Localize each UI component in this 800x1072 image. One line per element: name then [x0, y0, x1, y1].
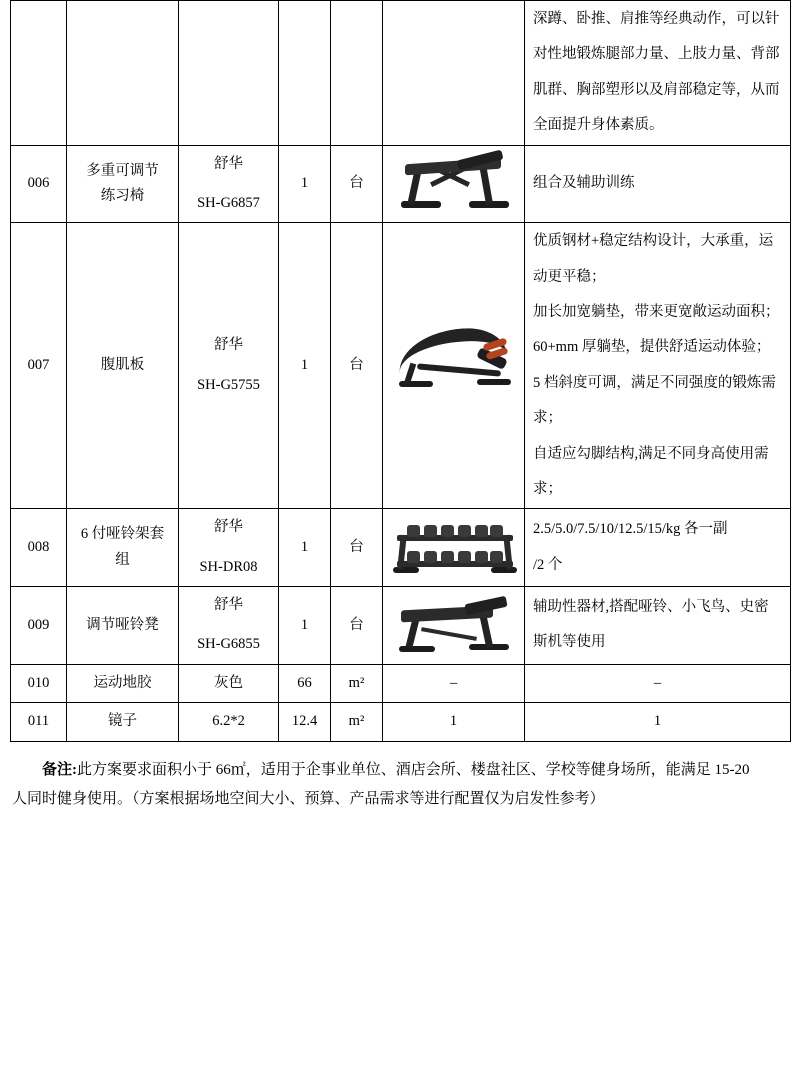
cell-brand-line1: 舒华 — [214, 337, 243, 354]
desc-line: 肌群、胸部塑形以及肩部稳定等，从而 — [533, 81, 780, 98]
cell-no — [11, 1, 67, 146]
cell-image — [383, 587, 525, 665]
desc-line: 动更平稳； — [533, 268, 606, 285]
cell-brand-line1: 舒华 — [214, 597, 243, 613]
cell-no: 007 — [11, 223, 67, 509]
cell-name: 运动地胶 — [67, 664, 179, 702]
cell-brand — [179, 223, 279, 509]
desc-line: 深蹲、卧推、肩推等经典动作，可以针 — [533, 11, 780, 27]
cell-no: 010 — [11, 664, 67, 702]
cell-name — [67, 1, 179, 146]
cell-qty: 1 — [279, 509, 331, 587]
cell-qty: 12.4 — [279, 703, 331, 741]
cell-brand-line2: SH-G6855 — [197, 636, 260, 653]
table-row — [11, 1, 791, 146]
cell-name-line1: 6 付哑铃架套 — [80, 526, 165, 543]
cell-no: 011 — [11, 703, 67, 741]
desc-line: /2 个 — [533, 556, 563, 573]
table-row — [11, 587, 791, 665]
desc-line: 辅助性器材,搭配哑铃、小飞鸟、史密 — [533, 599, 769, 615]
cell-qty: 1 — [279, 145, 331, 223]
cell-unit: 台 — [331, 509, 383, 587]
cell-brand-line2: SH-G6857 — [197, 194, 260, 211]
cell-qty: 66 — [279, 664, 331, 702]
adjustable-utility-bench-image — [391, 153, 519, 215]
cell-image: – — [383, 664, 525, 702]
desc-line: 60+mm 厚躺垫，提供舒适运动体验； — [533, 339, 771, 356]
cell-name — [67, 145, 179, 223]
cell-desc — [525, 1, 791, 146]
table-row — [11, 664, 791, 702]
cell-brand — [179, 145, 279, 223]
desc-line: 加长加宽躺垫，带来更宽敞运动面积； — [533, 304, 780, 320]
desc-line: 对性地锻炼腿部力量、上肢力量、背部 — [533, 46, 780, 63]
desc-line: 优质钢材+稳定结构设计，大承重，运 — [533, 233, 774, 250]
cell-name-line2: 练习椅 — [100, 187, 145, 204]
cell-unit: 台 — [331, 223, 383, 509]
cell-name: 腹肌板 — [67, 223, 179, 509]
cell-brand-line1: 舒华 — [214, 519, 243, 536]
desc-line: 斯机等使用 — [533, 634, 606, 651]
dumbbell-rack-image — [391, 517, 519, 579]
note-text-line2: 人同时健身使用。（方案根据场地空间大小、预算、产品需求等进行配置仅为启发性参考） — [12, 790, 605, 807]
ab-sit-up-bench-image — [391, 323, 519, 409]
desc-line: 自适应勾脚结构,满足不同身高使用需 — [533, 445, 769, 462]
cell-name: 调节哑铃凳 — [67, 587, 179, 665]
cell-brand — [179, 1, 279, 146]
cell-brand-line2: SH-DR08 — [199, 558, 258, 575]
cell-no: 008 — [11, 509, 67, 587]
table-row — [11, 509, 791, 587]
cell-brand-line1: 舒华 — [214, 155, 243, 172]
cell-brand: 6.2*2 — [179, 703, 279, 741]
cell-image — [383, 509, 525, 587]
cell-image — [383, 1, 525, 146]
cell-desc — [525, 509, 791, 587]
table-row — [11, 703, 791, 741]
cell-image — [383, 145, 525, 223]
cell-name-line1: 多重可调节 — [86, 162, 159, 179]
cell-desc — [525, 587, 791, 665]
cell-name-line2: 组 — [115, 551, 130, 568]
table-row — [11, 223, 791, 509]
cell-brand-line2: SH-G5755 — [197, 376, 260, 393]
table-row — [11, 145, 791, 223]
cell-unit: m² — [331, 703, 383, 741]
cell-qty: 1 — [279, 223, 331, 509]
cell-image — [383, 223, 525, 509]
cell-brand — [179, 587, 279, 665]
cell-unit: 台 — [331, 145, 383, 223]
cell-no: 006 — [11, 145, 67, 223]
cell-unit: m² — [331, 664, 383, 702]
adjustable-dumbbell-bench-image — [391, 594, 519, 656]
note-block — [10, 742, 790, 815]
cell-image: 1 — [383, 703, 525, 741]
cell-unit: 台 — [331, 587, 383, 665]
cell-name — [67, 509, 179, 587]
cell-name: 镜子 — [67, 703, 179, 741]
desc-line: 组合及辅助训练 — [533, 175, 635, 192]
cell-desc — [525, 223, 791, 509]
cell-qty — [279, 1, 331, 146]
desc-line: 5 档斜度可调，满足不同强度的锻炼需 — [533, 374, 776, 391]
cell-desc: 1 — [525, 703, 791, 741]
cell-desc — [525, 145, 791, 223]
desc-line: 全面提升身体素质。 — [533, 117, 664, 134]
cell-desc: – — [525, 664, 791, 702]
cell-unit — [331, 1, 383, 146]
note-label: 备注: — [42, 761, 77, 778]
note-text-line1: 此方案要求面积小于 66㎡，适用于企事业单位、酒店会所、楼盘社区、学校等健身场所，能满足 15-20 — [77, 761, 750, 778]
cell-brand: 灰色 — [179, 664, 279, 702]
desc-line: 2.5/5.0/7.5/10/12.5/15/kg 各一副 — [533, 521, 728, 538]
cell-no: 009 — [11, 587, 67, 665]
desc-line: 求； — [533, 480, 562, 497]
equipment-spec-table — [10, 0, 791, 742]
cell-qty: 1 — [279, 587, 331, 665]
cell-brand — [179, 509, 279, 587]
desc-line: 求； — [533, 410, 562, 427]
